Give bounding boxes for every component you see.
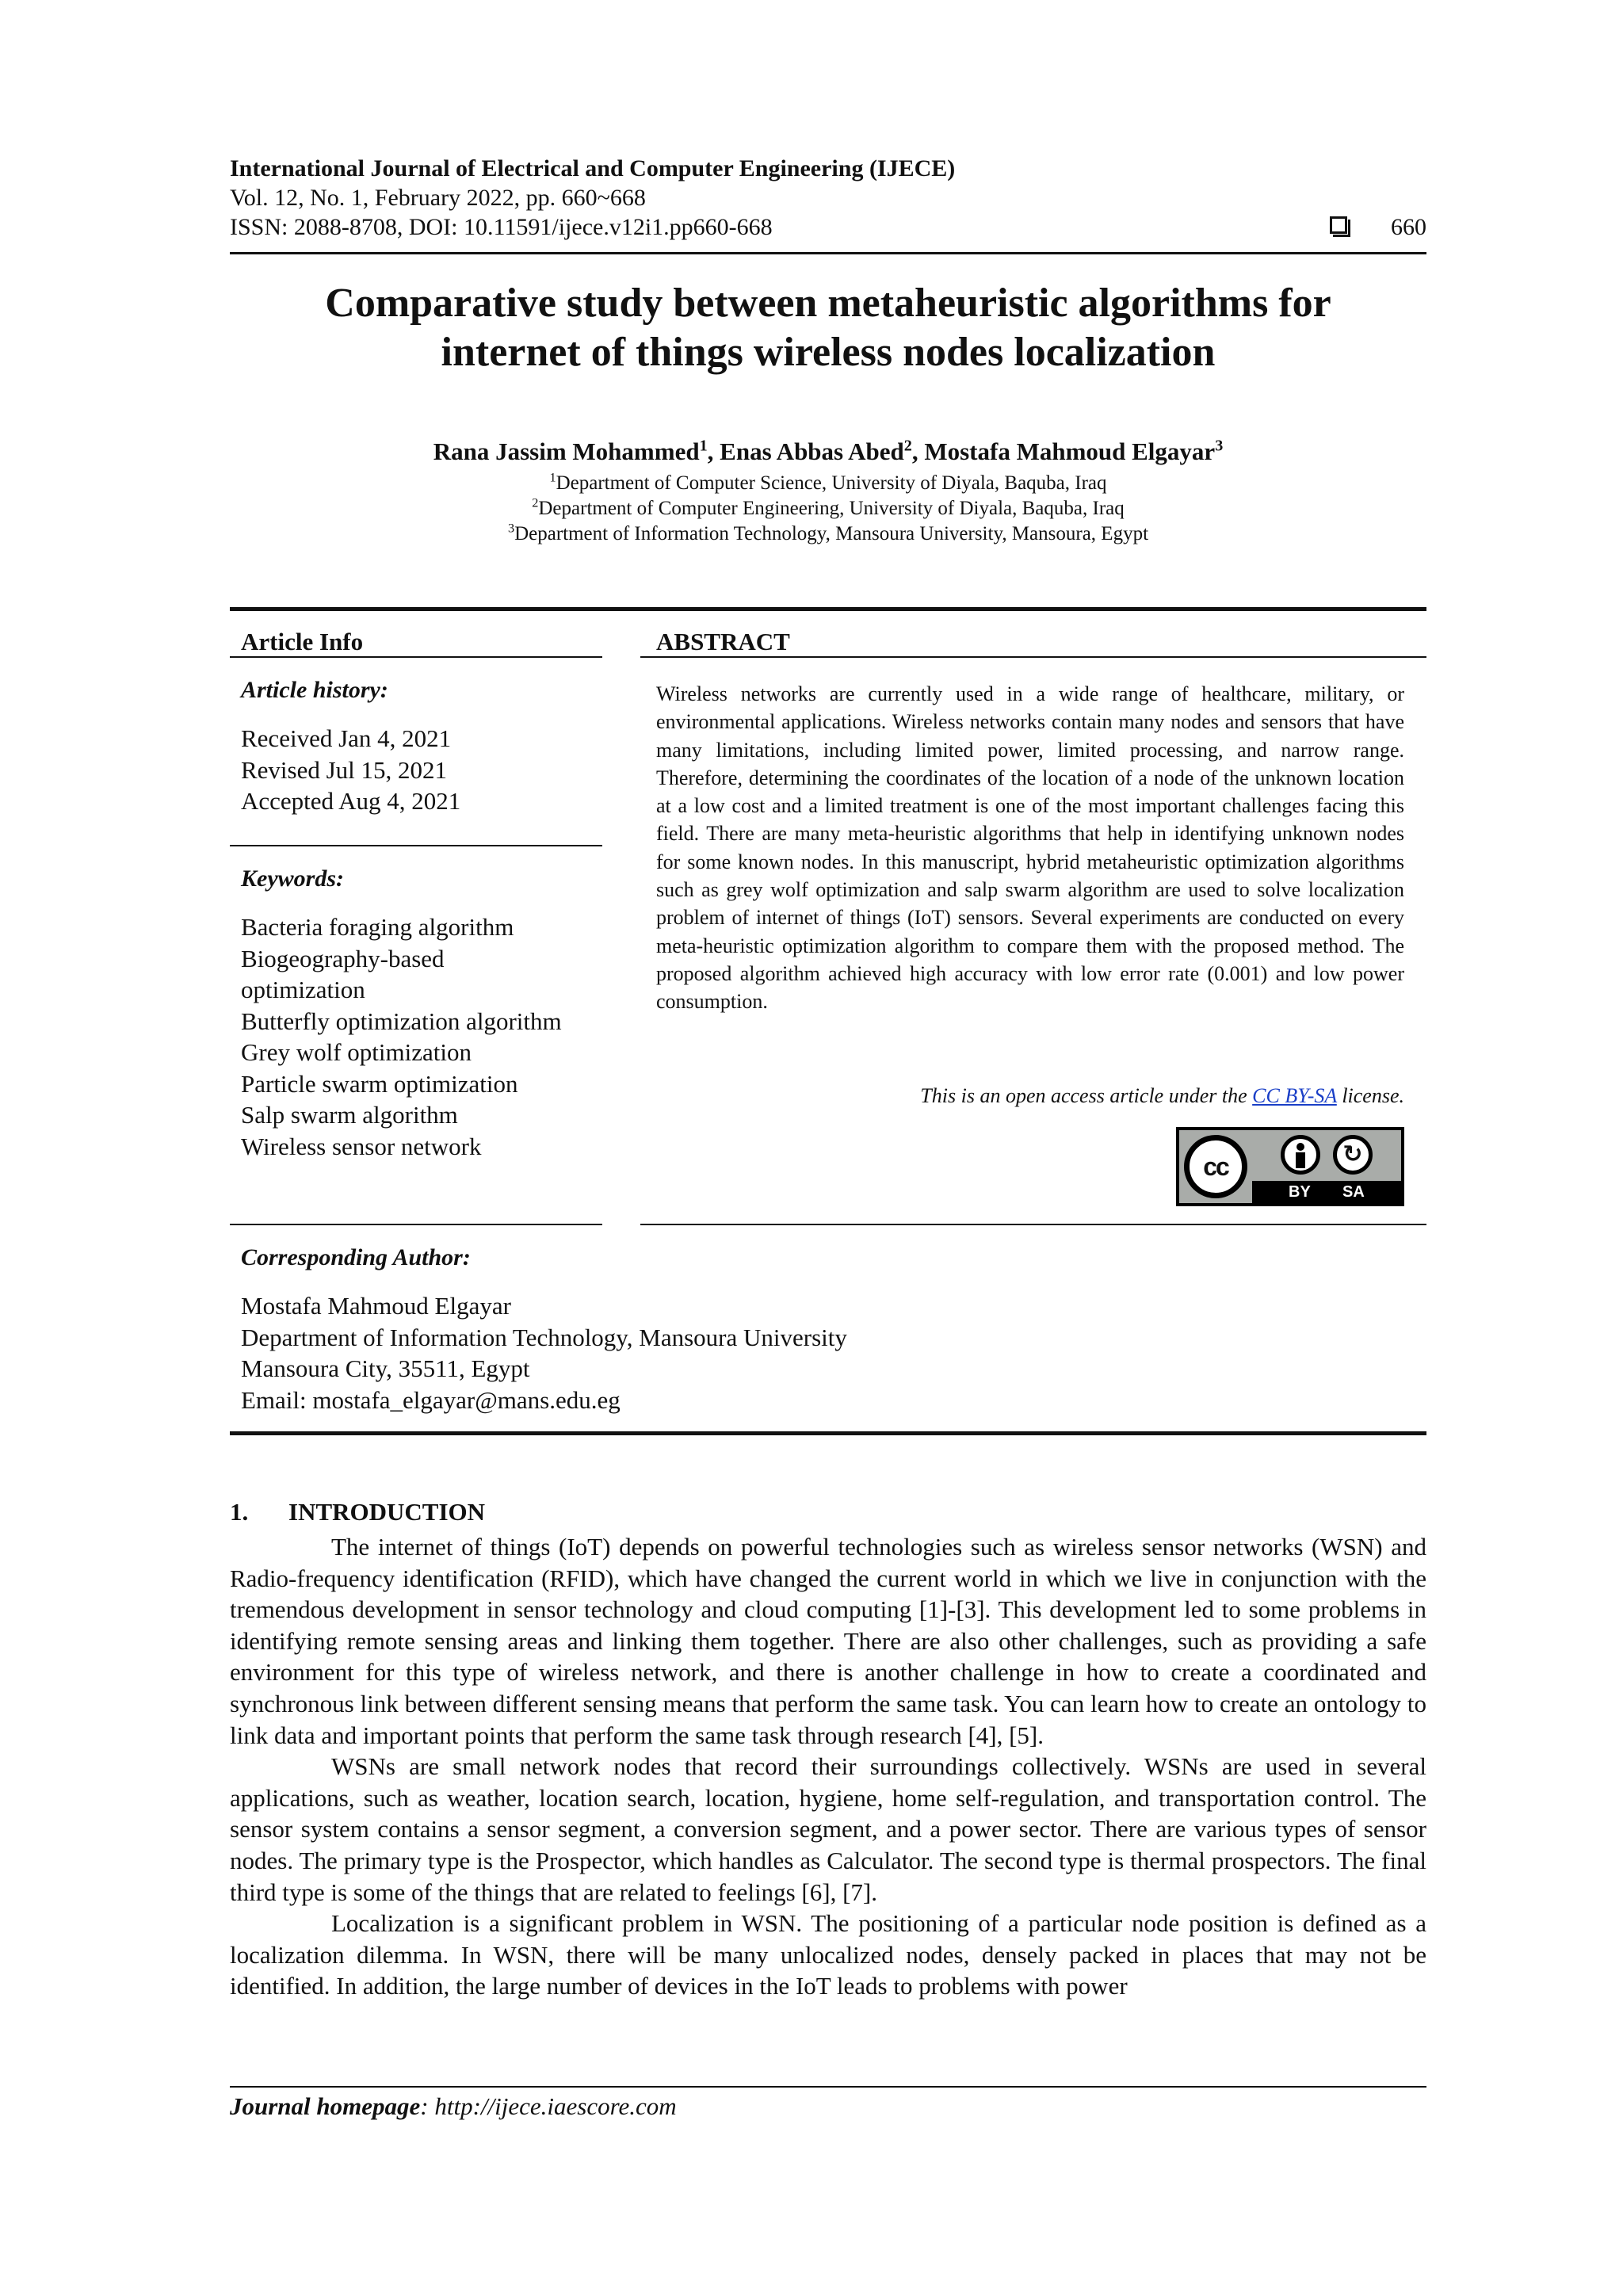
title-line: Comparative study between metaheuristic algorithms for [325, 281, 1331, 326]
author-separator: , [707, 437, 720, 465]
cc-icon: cc [1184, 1135, 1247, 1198]
keyword: Butterfly optimization algorithm [241, 1007, 562, 1035]
keyword-list [241, 911, 562, 1162]
section-body [230, 1531, 1426, 2002]
author-affil-mark: 2 [903, 437, 912, 455]
section-number: 1. [230, 1498, 249, 1526]
corresponding-line: Mansoura City, 35511, Egypt [241, 1354, 530, 1382]
license-line [656, 1084, 1404, 1108]
title-line: internet of things wireless nodes localization [441, 330, 1216, 375]
affil-text: Department of Computer Science, University of Diyala, Baquba, Iraq [556, 472, 1107, 494]
frame-bottom-rule [230, 1431, 1426, 1435]
keywords-divider [230, 1224, 602, 1225]
journal-name: International Journal of Electrical and Computer Engineering (IJECE) [230, 155, 956, 181]
affil-text: Department of Computer Engineering, University of Diyala, Baquba, Iraq [538, 498, 1125, 519]
volume-info: Vol. 12, No. 1, February 2022, pp. 660~668 [230, 185, 646, 211]
corresponding-heading: Corresponding Author: [241, 1244, 471, 1270]
affiliation-list [230, 471, 1426, 547]
issn-doi: ISSN: 2088-8708, DOI: 10.11591/ijece.v12i1.pp660-668 [230, 214, 773, 240]
cc-by-sa-badge[interactable] [1176, 1127, 1404, 1206]
keyword: Biogeography-based [241, 944, 445, 972]
corresponding-line: Mostafa Mahmoud Elgayar [241, 1292, 511, 1320]
cc-by-label: BY [1289, 1183, 1311, 1201]
affiliation [230, 521, 1426, 547]
body-paragraph: WSNs are small network nodes that record their surroundings collectively. WSNs are used in several applications, such as weather, location search, location, hygiene, home self-regulation, and transportation control. The sensor system contains a sensor segment, a conversion segment, and a power sector. There are various types of sensor nodes. The primary type is the Prospector, which handles as Calculator. The second type is thermal prospectors. The final third type is some of the things that are related to feelings [6], [7]. [230, 1752, 1426, 1906]
corresponding-line: Department of Information Technology, Mansoura University [241, 1323, 847, 1351]
author-list [230, 437, 1426, 466]
author-affil-mark: 3 [1215, 437, 1224, 455]
section-title: INTRODUCTION [288, 1498, 486, 1526]
abstract-heading: ABSTRACT [656, 628, 790, 655]
author-affil-mark: 1 [699, 437, 708, 455]
article-info-heading: Article Info [241, 628, 364, 655]
keyword: Wireless sensor network [241, 1132, 482, 1160]
keyword: Salp swarm algorithm [241, 1101, 458, 1129]
history-heading: Article history: [241, 677, 388, 703]
author-name: Mostafa Mahmoud Elgayar [924, 437, 1216, 465]
body-paragraph: The internet of things (IoT) depends on powerful technologies such as wireless sensor networks (WSN) and Radio-frequency identification (RFID), which have changed the current world in which we live in conjunction with the tremendous development in sensor technology and cloud computing [1]-[3]. This development led to some problems in identifying remote sensing areas and linking them together. There are also other challenges, such as providing a safe environment for this type of wireless network, and there is another challenge in how to create a coordinated and synchronous link between different sensing means that perform the same task. You can learn how to create an ontology to link data and important points that perform the same task through research [4], [5]. [230, 1533, 1426, 1749]
affil-mark: 2 [532, 495, 539, 510]
footer-rule [230, 2086, 1426, 2088]
footer-label: Journal homepage [230, 2092, 421, 2120]
affil-text: Department of Information Technology, Mansoura University, Mansoura, Egypt [514, 523, 1149, 544]
body-paragraph: Localization is a significant problem in WSN. The positioning of a particular node position is defined as a localization dilemma. In WSN, there will be many unlocalized nodes, densely packed in places that may not be identified. In addition, the large number of devices in the IoT leads to problems with power [230, 1909, 1426, 2000]
license-suffix: license. [1336, 1084, 1404, 1107]
page-number: 660 [1391, 214, 1426, 240]
corresponding-details [241, 1290, 847, 1415]
history-divider [230, 845, 602, 846]
page-box-icon [1330, 216, 1347, 234]
affil-mark: 1 [549, 470, 556, 485]
keyword: Bacteria foraging algorithm [241, 913, 514, 941]
history-item: Revised Jul 15, 2021 [241, 755, 448, 784]
info-heading-rule [230, 656, 602, 658]
license-link[interactable]: CC BY-SA [1252, 1084, 1337, 1107]
header-rule [230, 252, 1426, 254]
affil-mark: 3 [507, 521, 515, 536]
history-item: Received Jan 4, 2021 [241, 724, 452, 752]
frame-top-rule [230, 607, 1426, 611]
keywords-heading: Keywords: [241, 865, 344, 892]
license-prefix: This is an open access article under the [920, 1084, 1253, 1107]
history-list [241, 723, 460, 817]
section-heading [230, 1498, 485, 1526]
cc-label-strip [1252, 1181, 1401, 1203]
footer-separator: : [420, 2092, 435, 2120]
attribution-icon [1281, 1135, 1320, 1175]
cc-sa-label: SA [1342, 1183, 1365, 1201]
abstract-bottom-rule [640, 1224, 1426, 1225]
author-separator: , [911, 437, 925, 465]
author-name: Enas Abbas Abed [720, 437, 904, 465]
journal-footer [230, 2092, 677, 2121]
corresponding-line: Email: mostafa_elgayar@mans.edu.eg [241, 1385, 621, 1414]
share-alike-icon: ↻ [1333, 1135, 1373, 1175]
affiliation [230, 471, 1426, 496]
keyword: Grey wolf optimization [241, 1038, 472, 1066]
keyword: Particle swarm optimization [241, 1069, 518, 1098]
journal-homepage-link[interactable]: http://ijece.iaescore.com [434, 2092, 677, 2120]
history-item: Accepted Aug 4, 2021 [241, 787, 461, 815]
running-header [230, 154, 1426, 242]
keyword: optimization [241, 976, 365, 1003]
abstract-text: Wireless networks are currently used in a wide range of healthcare, military, or environmental applications. Wireless networks contain many nodes and sensors that have many limitations, including limited power, limited processing, and narrow range. Therefore, determining the coordinates of the location of a node of the unknown location at a low cost and a limited treatment is one of the most important challenges facing this field. There are many meta-heuristic algorithms that help in identifying unknown nodes for some known nodes. In this manuscript, hybrid metaheuristic optimization algorithms such as grey wolf optimization and salp swarm algorithm are used to solve localization problem of internet of things (IoT) sensors. Several experiments are conducted on every meta-heuristic optimization algorithm to compare them with the proposed method. The proposed algorithm achieved high accuracy with low error rate (0.001) and low power consumption. [656, 682, 1404, 1014]
author-name: Rana Jassim Mohammed [433, 437, 700, 465]
paper-title [230, 279, 1426, 377]
affiliation [230, 496, 1426, 521]
issn-row [230, 212, 1426, 242]
abstract-heading-rule [640, 656, 1426, 658]
